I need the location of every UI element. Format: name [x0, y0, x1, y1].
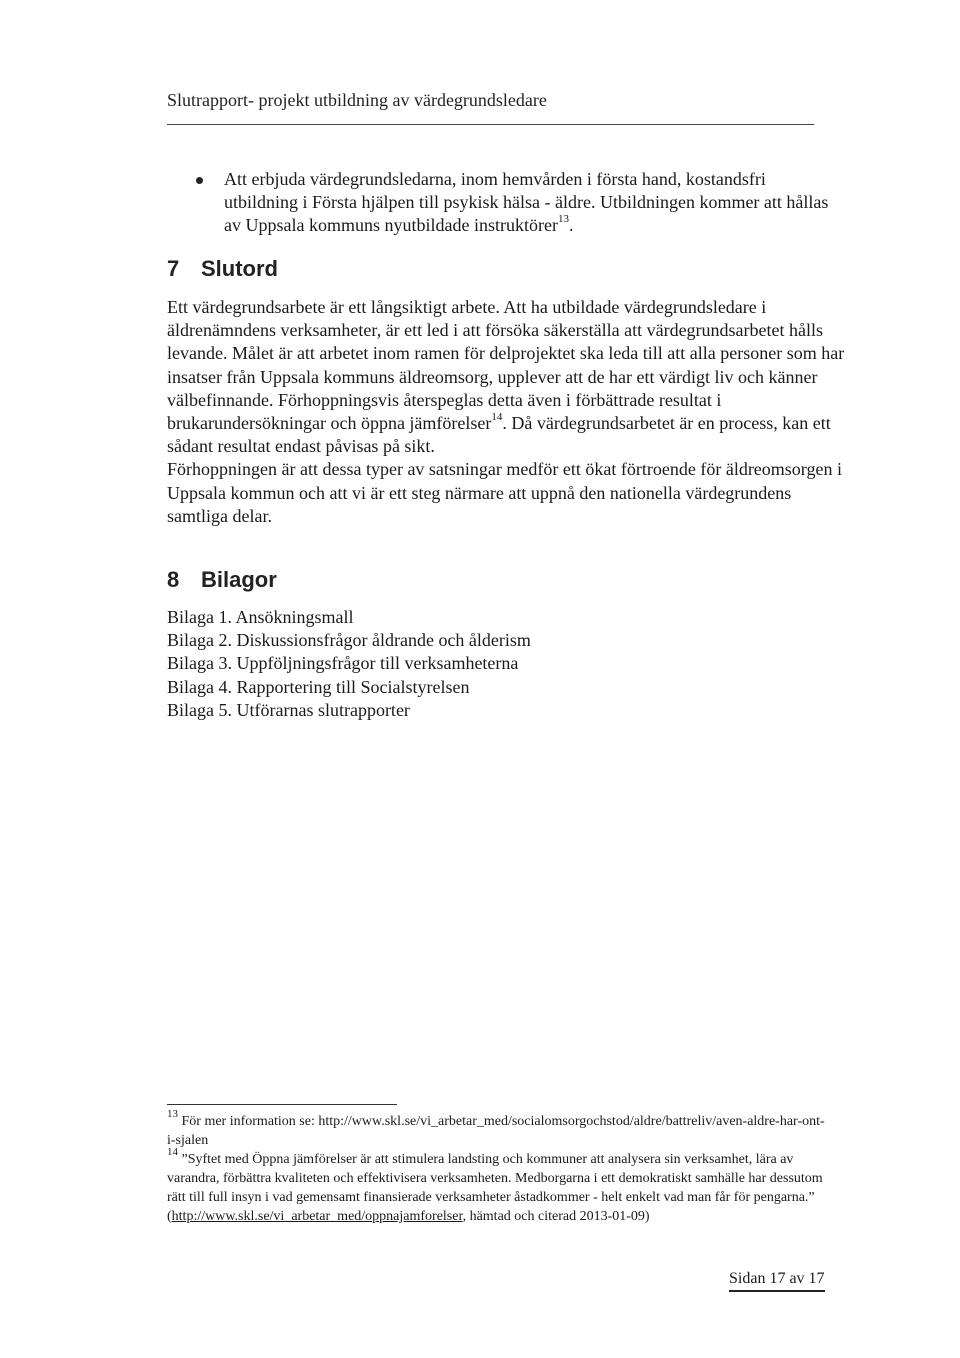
section-heading-bilagor — [167, 567, 277, 593]
footnotes — [167, 1108, 832, 1226]
footnote-13: $^{13}$ För mer information se: http://www.skl.se/vi_arbetar_med/socialomsorgochstod/aldre/battreliv/aven-aldre-har-ont-i-sjalen — [167, 1108, 825, 1148]
bullet-text: Att erbjuda värdegrundsledarna, inom hemvården i första hand, kostandsfri utbildning i Första hjälpen till psykisk hälsa - äldre. Utbildningen kommer att hållas av Uppsala kommuns nyutbildade instruktörer$^{13}$. — [224, 169, 829, 235]
footnote-14: $^{14}$ ”Syftet med Öppna jämförelser är att stimulera landsting och kommuner att analysera sin verksamhet, lära av varandra, förbättra kvaliteten och effektivisera verksamheten. Medborgarna i ett demokratiskt samhälle har dessutom rätt till full insyn i vad gemensamt finansierade verksamheter åstadkommer - helt enkelt vad man får för pengarna.” (http://www.skl.se/vi_arbetar_med/oppnajamforelser, hämtad och citerad 2013-01-09) — [167, 1146, 823, 1224]
section-body-slutord — [167, 296, 847, 528]
appendix-item: Bilaga 1. Ansökningsmall — [167, 607, 354, 627]
appendix-item: Bilaga 5. Utförarnas slutrapporter — [167, 699, 410, 720]
footnote-ref-13[interactable]: 13 — [557, 213, 569, 225]
appendix-item: Bilaga 2. Diskussionsfrågor åldrande och ålderism — [167, 630, 531, 651]
paragraph: Förhoppningen är att dessa typer av satsningar medför ett ökat förtroende för äldreomsorgen i Uppsala kommun och att vi är ett steg närmare att uppnå den nationella värdegrundens samtliga delar. — [167, 459, 842, 526]
appendix-list — [167, 606, 531, 722]
appendix-item: Bilaga 3. Uppföljningsfrågor till verksamheterna — [167, 653, 519, 674]
footnote-separator — [167, 1104, 397, 1105]
section-title: Bilagor — [201, 567, 277, 592]
appendix-item: Bilaga 4. Rapportering till Socialstyrelsen — [167, 676, 470, 697]
section-number: 8 — [167, 567, 180, 592]
running-header: Slutrapport- projekt utbildning av värdegrundsledare — [167, 90, 547, 110]
footnote-ref-14[interactable]: 14 — [491, 411, 503, 424]
paragraph: Ett värdegrundsarbete är ett långsiktigt arbete. Att ha utbildade värdegrundsledare i äldrenämndens verksamheter, är ett led i att försöka säkerställa att värdegrundsarbetet hålls levande. Målet är att arbetet inom ramen för delprojektet ska leda till att alla personer som har insatser från Uppsala kommuns äldreomsorg, upplever att de har ett värdigt liv och känner välbefinnande. Förhoppningsvis återspeglas detta även i förbättrade resultat i brukarundersökningar och öppna jämförelser$^{14}$. Då värdegrundsarbetet är en process, kan ett sådant resultat endast påvisas på sikt. — [167, 297, 845, 457]
footnote-link[interactable]: http://www.skl.se/vi_arbetar_med/oppnajamforelser — [171, 1209, 463, 1224]
section-number: 7 — [167, 256, 180, 281]
bullet-item — [196, 168, 836, 237]
header-rule — [167, 124, 814, 125]
section-title: Slutord — [201, 256, 278, 281]
section-heading-slutord — [167, 256, 278, 282]
page-number: Sidan 17 av 17 — [729, 1270, 825, 1292]
bullet-dot-icon — [196, 177, 203, 184]
